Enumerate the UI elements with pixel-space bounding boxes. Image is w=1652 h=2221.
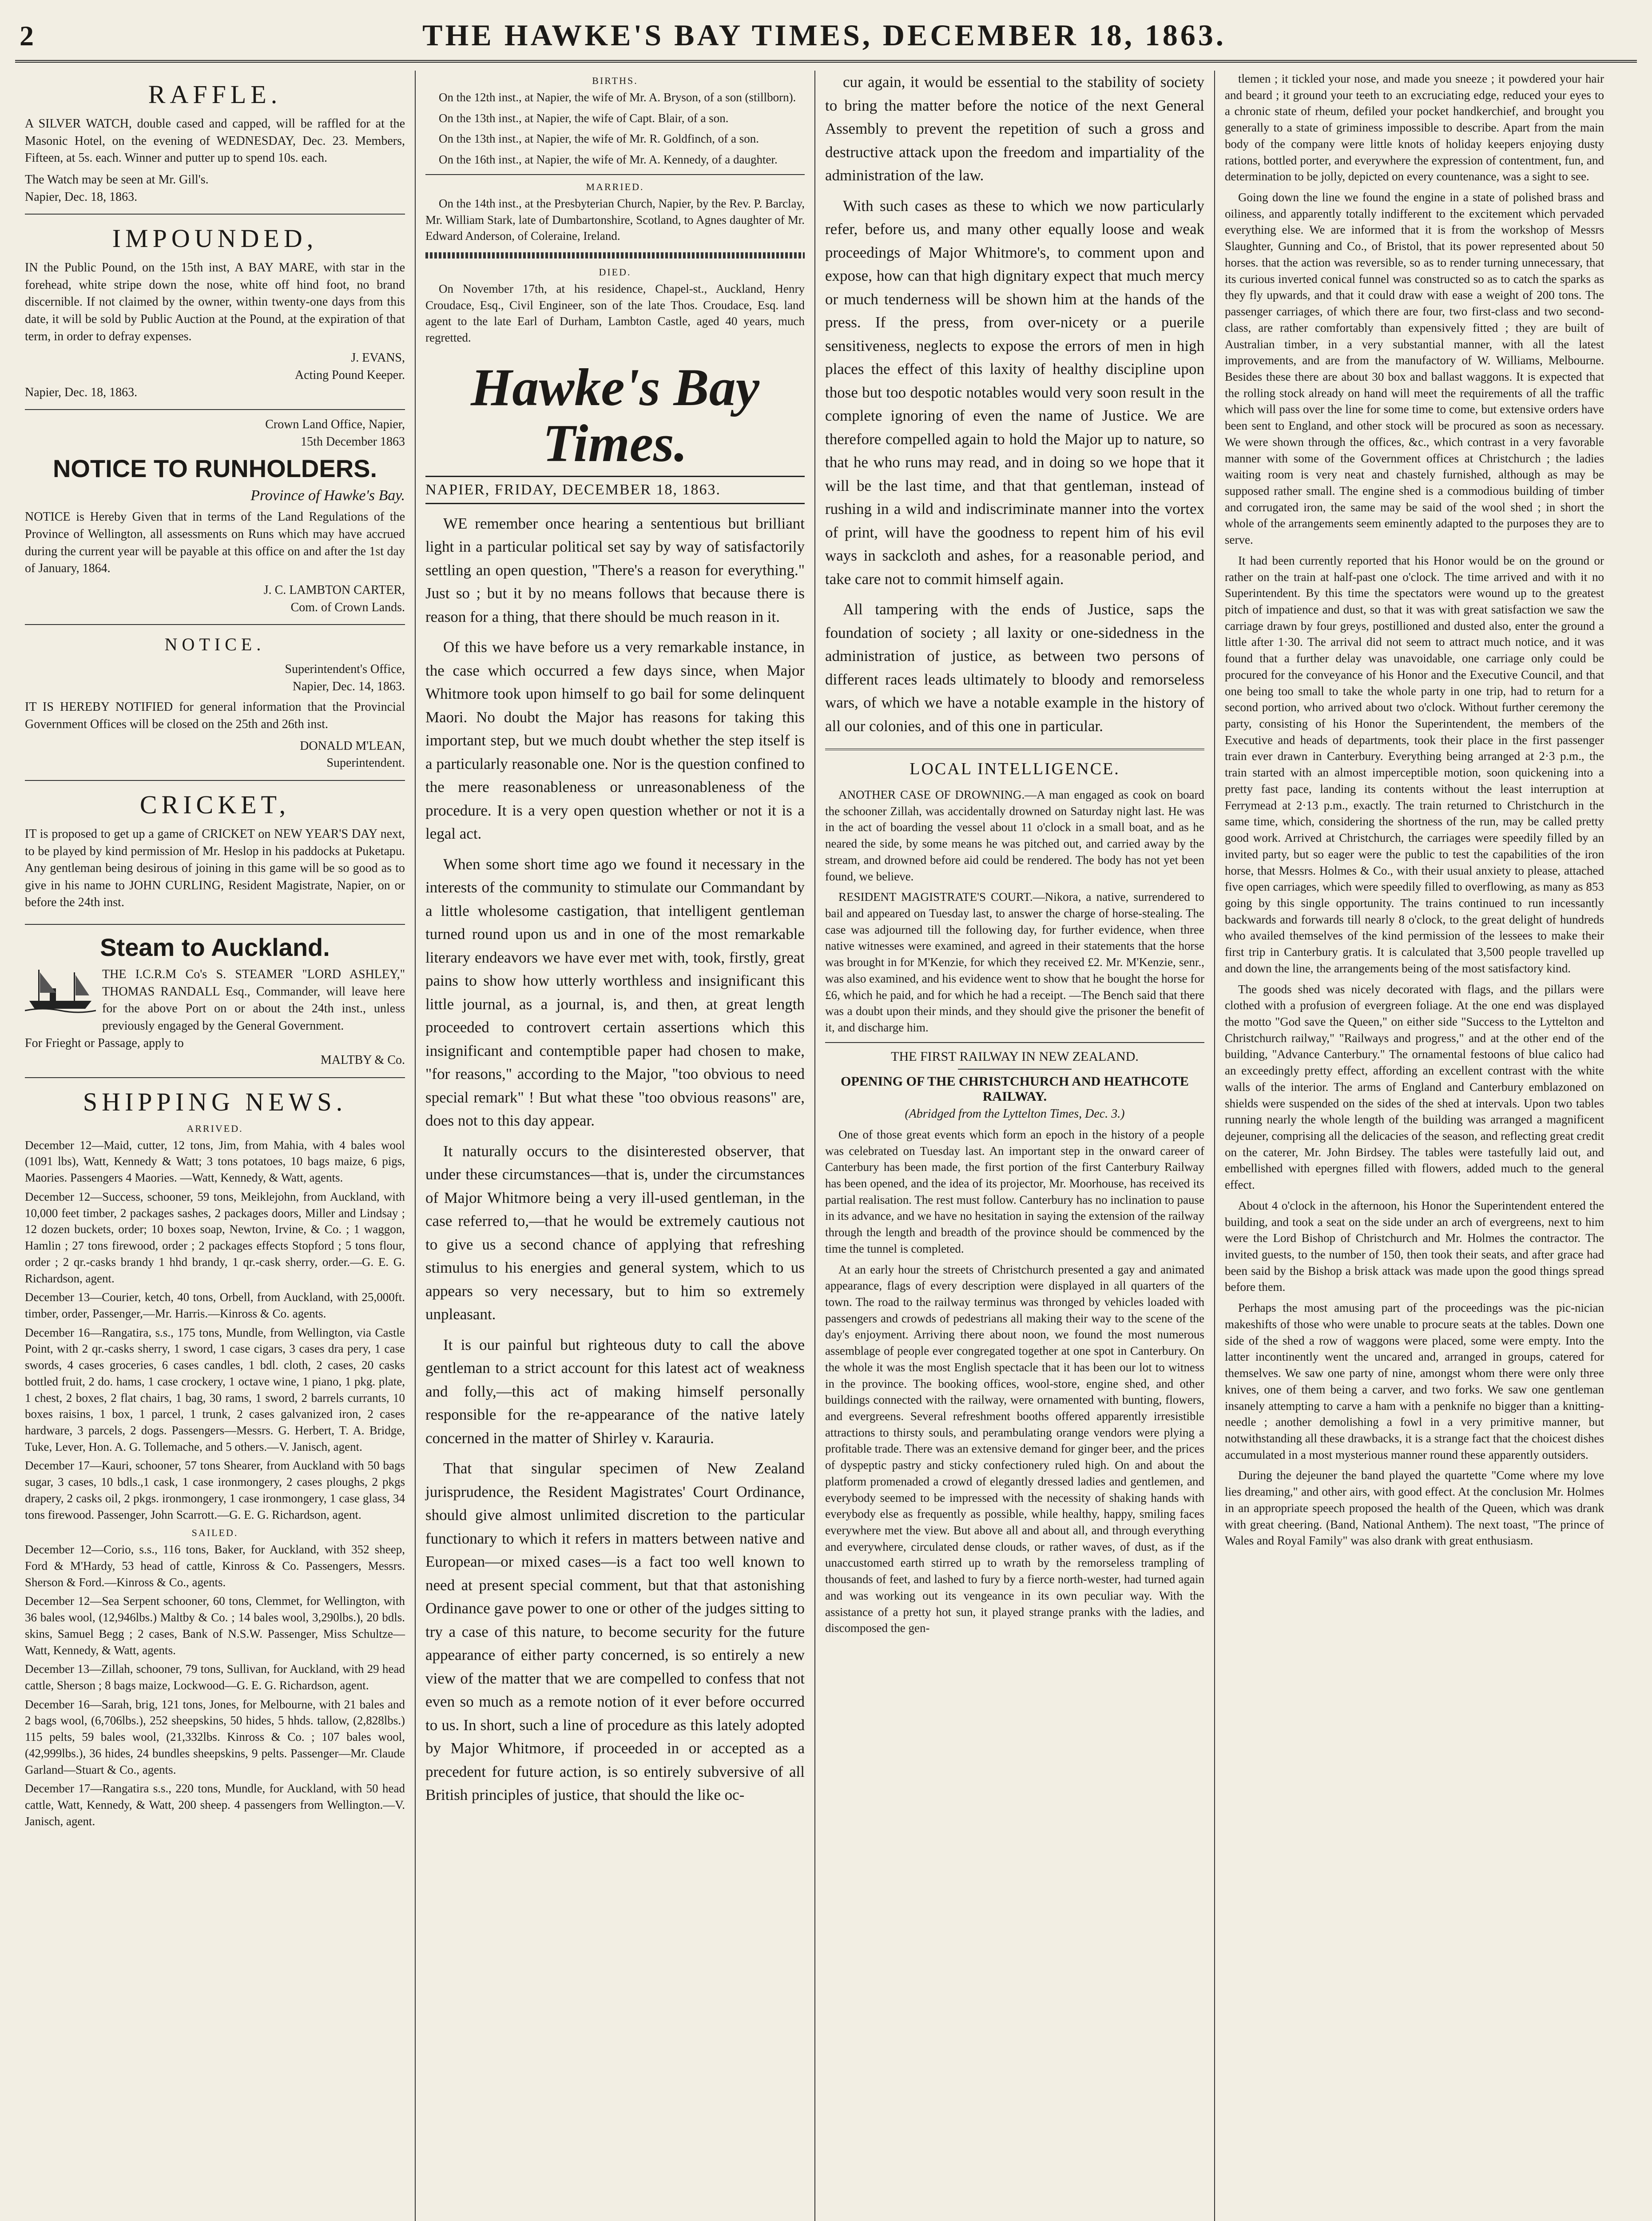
arrival-entry: December 13—Courier, ketch, 40 tons, Orbell, from Auckland, with 25,000ft. timber, order, Passenger,—Mr. Harris.—Kinross & Co. agents. [25,1290,405,1320]
raffle-text: A SILVER WATCH, double cased and capped, will be raffled for at the Masonic Hotel, on the evening of WEDNESDAY, Dec. 23. Members, Fifteen, at 5s. each. Winner and putter up to spend 10s. each. [25,117,405,165]
article-paragraph: One of those great events which form an epoch in the history of a people was celebrated on Tuesday last. An important step in the onward career of Canterbury has been made, the first portion of the first Canterbury Railway has been opened, and the idea of its projector, Mr. Moorhouse, has received its partial realisation. The rest must follow. Canterbury has no inclination to pause in its advance, and we have no hesitation in saying the extension of the railway through the length and breadth of the province should be commenced by the time the tunnel is completed. [825,1127,1205,1255]
arrival-entry: December 17—Kauri, schooner, 57 tons Shearer, from Auckland with 50 bags sugar, 3 cases, 10 bdls.,1 cask, 1 case ironmongery, 2 cases ploughs, 2 pkgs drapery, 2 casks oil, 2 pkgs. ironmongery, 1 case ironmongery, 1 case glass, 34 tons firewood. Passenger, John Scarrott.—G. E. G. Richardson, agent. [25,1459,405,1521]
runholders-text: NOTICE is Hereby Given that in terms of the Land Regulations of the Province of Wellington, all assessments on Runs which may have accrued during the current year will be payable at this office on and after the 1st day of January, 1864. [25,510,405,576]
arrived-label: ARRIVED. [187,1122,243,1134]
steam-heading: Steam to Auckland. [100,933,330,961]
railway-article-continued [1225,71,1604,1549]
births-list [425,89,805,168]
article-paragraph: The goods shed was nicely decorated with flags, and the pillars were clothed with a profusion of evergreen foliage. At the one end was displayed the motto "God save the Queen," on either side "Success to the Lyttelton and Christchurch railway," "Railways and progress," and at the other end of the building, "Advance Canterbury." The ornamental festoons of blue calico had an exceedingly pretty effect, affording an excellent contrast with the white walls of the interior. The arms of England and Canterbury emblazoned on shields were suspended on the sides of the shed at intervals. Upon two tables running nearly the whole length of the building was arranged a magnificent dejeuner, comprising all the delicacies of the season, and reflecting great credit on the caterer, Mr. John Birdsey. The tables were tastefully laid out, and embellished with epergnes filled with flowers, added much to the general effect. [1225,982,1604,1192]
column-2 [415,71,814,2221]
local-intelligence [825,787,1204,1036]
steam-ad [25,925,405,1078]
steam-freight: For Frieght or Passage, apply to [25,1036,184,1050]
railway-subheading: OPENING OF THE CHRISTCHURCH AND HEATHCOTE RAILWAY. [841,1074,1189,1104]
raffle-ad [25,71,405,215]
sailing-entry: December 12—Corio, s.s., 116 tons, Baker, for Auckland, with 352 sheep, Ford & M'Hardy, 53 head of cattle, Kinross & Co. Passengers, Messrs. Sherson & Ford.—Kinross & Co., agents. [25,1543,405,1589]
arrival-entry: December 12—Maid, cutter, 12 tons, Jim, from Mahia, with 4 bales wool (1091 lbs), Watt, Kennedy & Watt; 3 tons potatoes, 10 bags maize, 6 pigs, Maories. Passengers 4 Maories. —Watt, Kennedy, & Watt, agents. [25,1138,405,1185]
editorial-paragraph: Of this we have before us a very remarkable instance, in the case which occurred a few days since, when Major Whitmore took upon himself to go bail for some delinquent Maori. No doubt the Major has reasons for taking this important step, but we much doubt whether the step itself is a particularly reasonable one. Nor is the question confined to the mere reasonableness or unreasonableness of the procedure. It is a very open question whether or not it is a legal act. [425,638,805,843]
impounded-ad [25,215,405,410]
birth-notice: On the 13th inst., at Napier, the wife of Mr. R. Goldfinch, of a son. [439,132,759,146]
railway-heading: THE FIRST RAILWAY IN NEW ZEALAND. [891,1049,1139,1064]
editorial-paragraph: cur again, it would be essential to the stability of society to bring the matter before the notice of the next General Assembly to prevent the repetition of such a gross and destructive attack upon the freedom and impartiality of the administration of the law. [825,73,1204,184]
runholders-office: Crown Land Office, Napier, 15th December 1863 [265,418,405,449]
cricket-text: IT is proposed to get up a game of CRICKET on NEW YEAR'S DAY next, to be played by kind permission of Mr. Heslop in his paddocks at Puketapu. Any gentleman being desirous of joining in this game will be so good as to give in his name to JOHN CURLING, Resident Magistrate, Napier, on or before the 24th inst. [25,827,405,910]
arrived-list [25,1137,405,1523]
cricket-ad [25,781,405,925]
sailed-label: SAILED. [191,1527,238,1539]
article-paragraph: At an early hour the streets of Christchurch presented a gay and animated appearance, flags of every description were displayed in all quarters of the town. The road to the railway terminus was thronged by vehicles loaded with passengers and crowds of pedestrians all making their way to the scene of the day's enjoyment. Arriving there about noon, we found the most numerous assemblage of people ever congregated together at one spot in Canterbury. On the whole it was the most English spectacle that it has been our lot to witness in the province. The booking offices, wool-store, engine shed, and other buildings connected with the railway, were ornamented with bunting, flowers, and evergreens. Several refreshment booths offered apparently irresistible attractions to thirsty souls, and perambulating orange vendors were plying a profitable trade. There was an extensive demand for ginger beer, and the prices of dyspeptic pastry and sticky confectionery ruled high. On and about the platform promenaded a crowd of elegantly dressed ladies and gentlemen, and everybody seemed to be impressed with the necessity of shaking hands with everybody else as frequently as possible, while healthy, happy, smiling faces everywhere met the view. But above all and about all, and through everything and everywhere, circulated dense clouds, or rather waves, of dust, as if the unaccustomed earth stirred up to wrath by the remorseless trampling of thousands of feet, and lashed to fury by a fierce north-wester, had turned again and was working out its vengeance in its own peculiar way. With the assistance of a pretty hot sun, it played strange pranks with the ladies, and discomposed the gen- [825,1262,1204,1635]
editorial-paragraph: When some short time ago we found it necessary in the interests of the community to stimulate our Commandant by a little wholesome castigation, that intelligent gentleman turned round upon us and in one of the most remarkable literary endeavors we have ever met with, took, firstly, great pains to show how utterly worthless and insignificant this little journal, as a journal, is, and then, at great length proceeded to controvert certain assertions which this insignificant and contemptible paper had chosen to make, "for reasons," according to the Major, "too obvious to need special remark" ! But what these "too obvious reasons" are, does not to this day appear. [425,855,805,1130]
impounded-text: IN the Public Pound, on the 15th inst, A BAY MARE, with star in the forehead, white stripe down the nose, white off hind foot, no brand discernible. If not claimed by the owner, within twenty-one days from this date, it will be sold by Public Auction at the Pound, at the expiration of that term, in order to defray expenses. [25,261,405,343]
editorial-paragraph: All tampering with the ends of Justice, saps the foundation of society ; all laxity or one-sidedness in the administration of justice, as between two persons of different races leads ultimately to bloody and remorseless wars, of which we have a notable example in the history of all our colonies, and of this one in particular. [825,601,1204,735]
steamship-icon [25,966,96,1015]
column-1 [15,71,415,2221]
article-paragraph: Going down the line we found the engine in a state of polished brass and oiliness, and apparently totally indifferent to the excitement which pervaded everything else. We are informed that it is from the workshop of Messrs Slaughter, Gunning and Co., of Bristol, that its power represented about 50 horses. that the action was reversible, so as to render turning unnecessary, that its curious inverted conical funnel was constructed so as to catch the sparks as they fly upwards, and that it could draw with ease a weight of 200 tons. The passenger carriages, of which there are four, two first-class and two second-class, are rather comfortably than expensively fitted ; they are built of Australian timber, in a very substantial manner, with all the latest improvements, and are from the manufactory of W. Williams, Melbourne. Besides these there are about 30 box and ballast waggons. It is expected that the rolling stock already on hand will meet the requirements of all the traffic which will pass over the line for some time to come, but extensive orders have been sent to England, and other stock will be procured as soon as necessary. We were shown through the offices, &c., which contrast in a very favorable manner with some of the Government offices at Christchurch ; the ladies waiting room is very neat and chastely furnished, although as may be supposed rather small. The engine shed is a commodious building of timber and corrugated iron, the same may be said of the wool shed ; in short the whole of the arrangements seem eminently adapted to the purposes they are to serve. [1225,191,1604,547]
divider [425,174,805,175]
page-number: 2 [20,20,34,52]
steam-text: THE I.C.R.M Co's S. STEAMER "LORD ASHLEY," THOMAS RANDALL Esq., Commander, will leave here for the above Port on or about the 24th inst., unless previously engaged by the General Government. [102,967,405,1033]
arrival-entry: December 16—Rangatira, s.s., 175 tons, Mundle, from Wellington, via Castle Point, with 2 qr.-casks sherry, 1 sword, 1 case cigars, 3 cases dra pery, 1 case swords, 4 cases groceries, 6 cases candles, 1 bdl. cloth, 2 cases, 20 casks bottled fruit, 2 do. hams, 1 case crockery, 1 octave wine, 1 piano, 1 pkg. plate, 1 chest, 2 boxes, 2 flat chairs, 1 bag, 30 rams, 1 sword, 2 barrels currants, 10 boxes raisins, 1 box, 1 parcel, 1 trunk, 2 cases galvanized iron, 2 cases hardware, 3 parcels, 2 dogs. Passengers—Messrs. G. Herbert, T. A. Bridge, Tuke, Lever, Hon. A. G. Tollemache, and 5 others.—V. Janisch, agent. [25,1325,405,1453]
column-4 [1214,71,1614,2221]
column-3 [814,71,1214,2221]
article-paragraph: About 4 o'clock in the afternoon, his Honor the Superintendent entered the building, and took a seat on the side under an arch of evergreens, next to him were the Lord Bishop of Christchurch and Mr. Holmes the contractor. The invited guests, to the number of 150, then took their seats, and after grace had been said by the Bishop a brisk attack was made upon the good things spread before them. [1225,1198,1604,1294]
editorial-paragraph: It naturally occurs to the disinterested observer, that under these circumstances—that is, under the circumstances of Major Whitmore being a very ill-used gentleman, in the case referred to,—that he would be extremely cautious not to give us a second chance of applying that refreshing stimulus to his energies and general system, which to us appears so very necessary, but to him so extremely unpleasant. [425,1142,805,1323]
died-label: DIED. [599,267,631,278]
runholders-heading: NOTICE TO RUNHOLDERS. [52,454,377,483]
steam-block [25,966,405,1035]
columns [15,71,1637,2221]
raffle-note: The Watch may be seen at Mr. Gill's. [25,172,209,187]
masthead-title: THE HAWKE'S BAY TIMES, DECEMBER 18, 1863. [422,18,1226,52]
raffle-date: Napier, Dec. 18, 1863. [25,190,138,204]
newspaper-nameplate: Hawke's Bay Times. [471,357,759,473]
runholders-ad [25,410,405,625]
masthead [15,18,1637,63]
married-label: MARRIED. [586,181,644,192]
sailing-entry: December 16—Sarah, brig, 121 tons, Jones, for Melbourne, with 21 bales and 2 bags wool, (6,706lbs.), 252 sheepskins, 50 hides, 5 hhds. tallow, (2,828lbs.) 115 pelts, 59 bales wool, (21,332lbs. Kinross & Co. ; 107 bales wool, (42,999lbs.), 36 hides, 24 bundles sheepskins, 9 pelts. Passenger—Mr. Claude Garland—Stuart & Co., agents. [25,1697,405,1776]
birth-notice: On the 12th inst., at Napier, the wife of Mr. A. Bryson, of a son (stillborn). [439,91,796,104]
dateline [425,476,805,504]
editorial-paragraph: With such cases as these to which we now particularly refer, before us, and many other equally loose and weak proceedings of Major Whitmore's, to comment upon and expose, how can that high dignitary expect that much mercy or much tenderness will be shown him at the hands of the press. If the press, from over-nicety or a puerile sensitiveness, neglects to expose the errors of men in high places the effect of this laxity of healthy discipline upon those but too despotic notables would very soon result in the complete ignoring of even the name of Justice. We are therefore compelled again to hold the Major up to nature, so that he who runs may read, and in doing so we hope that it will be the last time, and that that gentleman, instead of rushing in a wild and indiscriminate manner into the vortex of print, will have the goodness to repent him of his evil ways in sackcloth and ashes, for a reasonable period, and take care not to commit himself again. [825,197,1204,588]
divider [825,1042,1204,1043]
article-paragraph: It had been currently reported that his Honor would be on the ground or rather on the train at half-past one o'clock. The time arrived and with it no Superintendent. By this time the spectators were wound up to the greatest pitch of impatience and dust, so that it was with great satisfaction we saw the carriage drawn by four greys, postillioned and dusted also, enter the ground a little after 1·30. The arrival did not seem to attract much notice, and it was found that a further delay was unavoidable, one carriage only could be procured for the conveyance of his Honor and the Executive Council, and that one being too small to take the whole party in one trip, had to return for a second portion, who arrived about two o'clock. Without further ceremony the party, consisting of his Honor the Superintendent, the members of the Executive and heads of departments, took their place in the first passenger train ever drawn in Canterbury. Everything being arranged at 2·3 p.m., the train started with an almost imperceptible motion, soon quickening into a pretty fast pace, landing its contents without the least interruption at Ferrymead at 2·13 p.m., exactly. The train returned to Christchurch in the same time, which, considering the shortness of the run, may be called pretty good work. Arrived at Christchurch, the carriages were speedily filled by an invited party, but so eager were the public to test the capabilities of the iron horse, that Messrs. Holmes & Co., with their usual anxiety to please, attached five open carriages, which were speedily filled to overflowing, as many as 853 going by this single opportunity. The trains continued to run incessantly backwards and forwards till nearly 8 o'clock, to the great delight of hundreds who availed themselves of the kind permission of the lessees to make their first trip in Canterbury gratis. It is calculated that 3,500 people travelled up and down the line, the arrangements being of the most satisfactory kind. [1225,553,1604,975]
dateline-text: NAPIER, FRIDAY, DECEMBER 18, 1863. [425,481,721,498]
railway-article [825,1126,1204,1636]
married-text: On the 14th inst., at the Presbyterian Church, Napier, by the Rev. P. Barclay, Mr. William Stark, late of Dumbartonshire, Scotland, to Agnes daughter of Mr. Edward Anderson, of Coleraine, Ireland. [425,196,805,243]
editorial-paragraph: It is our painful but righteous duty to call the above gentleman to a strict account for this latest act of weakness and folly,—this act of making himself personally responsible for the re-appearance of the native lately concerned in the matter of Shirley v. Karauria. [425,1336,805,1447]
local-news-item: RESIDENT MAGISTRATE'S COURT.—Nikora, a native, surrendered to bail and appeared on Tuesday last, to answer the charge of horse-stealing. The case was adjourned till the following day, for further evidence, when three native witnesses were examined, and agreed in their statements that the horse was brought in for M'Kenzie, for which they received £2. Mr. M'Kenzie, senr., was also examined, and his evidence went to show that he bought the horse for £6, which he paid, and for which he had a receipt. —The Bench said that there was a doubt upon their minds, and they should give the prisoner the benefit of it, and discharge him. [825,890,1204,1035]
local-news-item: ANOTHER CASE OF DROWNING.—A man engaged as cook on board the schooner Zillah, was accidentally drowned on Saturday night last. He was in the act of boarding the vessel about 11 o'clock in a small boat, and as he neared the side, by some means he was pitched out, and carried away by the stream, and drowned before aid could be rendered. The body has not yet been found, we believe. [825,788,1204,883]
article-paragraph: During the dejeuner the band played the quartette "Come where my love lies dreaming," and other airs, with good effect. At the conclusion Mr. Holmes in an appropriate speech proposed the health of the Queen, which was drank with great cheering. (Band, National Anthem). The next toast, "The prince of Wales and Royal Family" was also drank with great enthusiasm. [1225,1469,1604,1548]
sailed-list [25,1541,405,1829]
impounded-date: Napier, Dec. 18, 1863. [25,385,138,399]
editorial-paragraph: WE remember once hearing a sententious but brilliant light in a particular political set say by way of satisfactorily settling an open question, "There's a reason for everything." Just so ; but it by no means follows that because there is reason for a thing, that there should be much reason in it. [425,514,805,625]
notice-text: IT IS HEREBY NOTIFIED for general information that the Provincial Government Offices will be closed on the 25th and 26th inst. [25,700,405,731]
local-intelligence-heading: LOCAL INTELLIGENCE. [825,748,1204,779]
arrival-entry: December 12—Success, schooner, 59 tons, Meiklejohn, from Auckland, with 10,000 feet timber, 2 packages sashes, 2 packages doors, Miller and Lindsay ; 12 dozen buckets, order; 10 boxes soap, Newton, Irvine, & Co. ; 1 waggon, Hamlin ; 27 tons firewood, order ; 2 packages effects Stopford ; 5 tons flour, order ; 2 qr.-casks brandy 1 hhd brandy, 1 qr.-cask sherry, order.—G. E. G. Richardson, agent. [25,1190,405,1285]
died-text: On November 17th, at his residence, Chapel-st., Auckland, Henry Croudace, Esq., Civil Engineer, son of the late Thos. Croudace, Esq. land agent to the late Earl of Durham, Lambton Castle, aged 40 years, much regretted. [425,282,805,345]
shipping-news [25,1078,405,1840]
impounded-heading: IMPOUNDED, [112,224,318,253]
ornamental-divider [425,252,805,259]
editorial [425,512,805,1807]
notice-heading: NOTICE. [164,634,266,655]
notice-signature: DONALD M'LEAN, Superintendent. [300,739,405,770]
shipping-heading: SHIPPING NEWS. [83,1087,347,1116]
sailing-entry: December 12—Sea Serpent schooner, 60 tons, Clemmet, for Wellington, with 36 bales wool, (12,946lbs.) Maltby & Co. ; 14 bales wool, 3,290lbs.), 20 bdls. skins, Samuel Begg ; 2 cases, Bank of N.S.W. Passenger, Miss Schultze—Watt, Kennedy, & Watt, agents. [25,1594,405,1657]
editorial-paragraph: That that singular specimen of New Zealand jurisprudence, the Resident Magistrates' Court Ordinance, should give almost unlimited discretion to the particular functionary to which it refers in matters between native and European—or mixed cases—is a fact too well known to need at present special comment, but that that astonishing Ordinance gave power to one or other of the judges sitting to try a case of this nature, to become security for the future appearance of either party concerned, is so entirely a new view of the matter that we are compelled to confess that not even so much as a remote notion of it ever before occurred to us. In short, such a line of procedure as this lately adopted by Major Whitmore, if proceeded in or accepted as a precedent for future action, is so entirely subversive of all British principles of justice, that should the like oc- [425,1460,805,1804]
editorial-continued [825,71,1204,738]
runholders-signature: J. C. LAMBTON CARTER, Com. of Crown Lands. [263,583,405,614]
article-paragraph: Perhaps the most amusing part of the proceedings was the pic-nician makeshifts of those who were unable to procure seats at the tables. Down one side of the shed a row of waggons were placed, some were empty. Into the latter incontinently went the uncared and, arranged in groups, catered for themselves. We saw one party of nine, amongst whom there were only three knives, one of them being a carver, and two forks. We saw one gentleman insanely attempting to carve a ham with a penknife no bigger than a knitting-needle ; another demolishing a fowl in a very primitive manner, but notwithstanding all these drawbacks, it is a strange fact that the choicest dishes accumulated in a most mysterious manner round these apparently outsiders. [1225,1301,1604,1461]
notice-ad [25,625,405,781]
short-rule [958,1069,1072,1070]
impounded-signature: J. EVANS, Acting Pound Keeper. [294,351,405,382]
birth-notice: On the 13th inst., at Napier, the wife of Capt. Blair, of a son. [439,111,729,125]
article-paragraph: tlemen ; it tickled your nose, and made you sneeze ; it powdered your hair and beard ; it ground your teeth to an excruciating edge, reduced your eyes to a chronic state of rheum, defiled your pocket handkerchief, and brought you generally to a state of griminess impossible to describe. Apart from the main body of the company were little knots of holiday keepers enjoying dusty rations, bottled porter, and everywhere the expression of contentment, fun, and determination to be jolly, depicted on every countenance, was a sight to see. [1225,72,1604,183]
railway-source: (Abridged from the Lyttelton Times, Dec. 3.) [905,1107,1125,1121]
sailing-entry: December 13—Zillah, schooner, 79 tons, Sullivan, for Auckland, with 29 head cattle, Sherson ; 8 bags maize, Lockwood—G. E. G. Richardson, agent. [25,1662,405,1692]
sailing-entry: December 17—Rangatira s.s., 220 tons, Mundle, for Auckland, with 50 head cattle, Watt, Kennedy, & Watt, 200 sheep. 4 passengers from Wellington.—V. Janisch, agent. [25,1782,405,1828]
births-label: BIRTHS. [592,75,638,86]
cricket-heading: CRICKET, [139,790,290,819]
raffle-heading: RAFFLE. [148,80,282,109]
runholders-subheading: Province of Hawke's Bay. [250,487,405,504]
steam-agent: MALTBY & Co. [320,1053,405,1067]
notice-office: Superintendent's Office, Napier, Dec. 14, 1863. [285,662,405,693]
birth-notice: On the 16th inst., at Napier, the wife of Mr. A. Kennedy, of a daughter. [439,153,778,167]
